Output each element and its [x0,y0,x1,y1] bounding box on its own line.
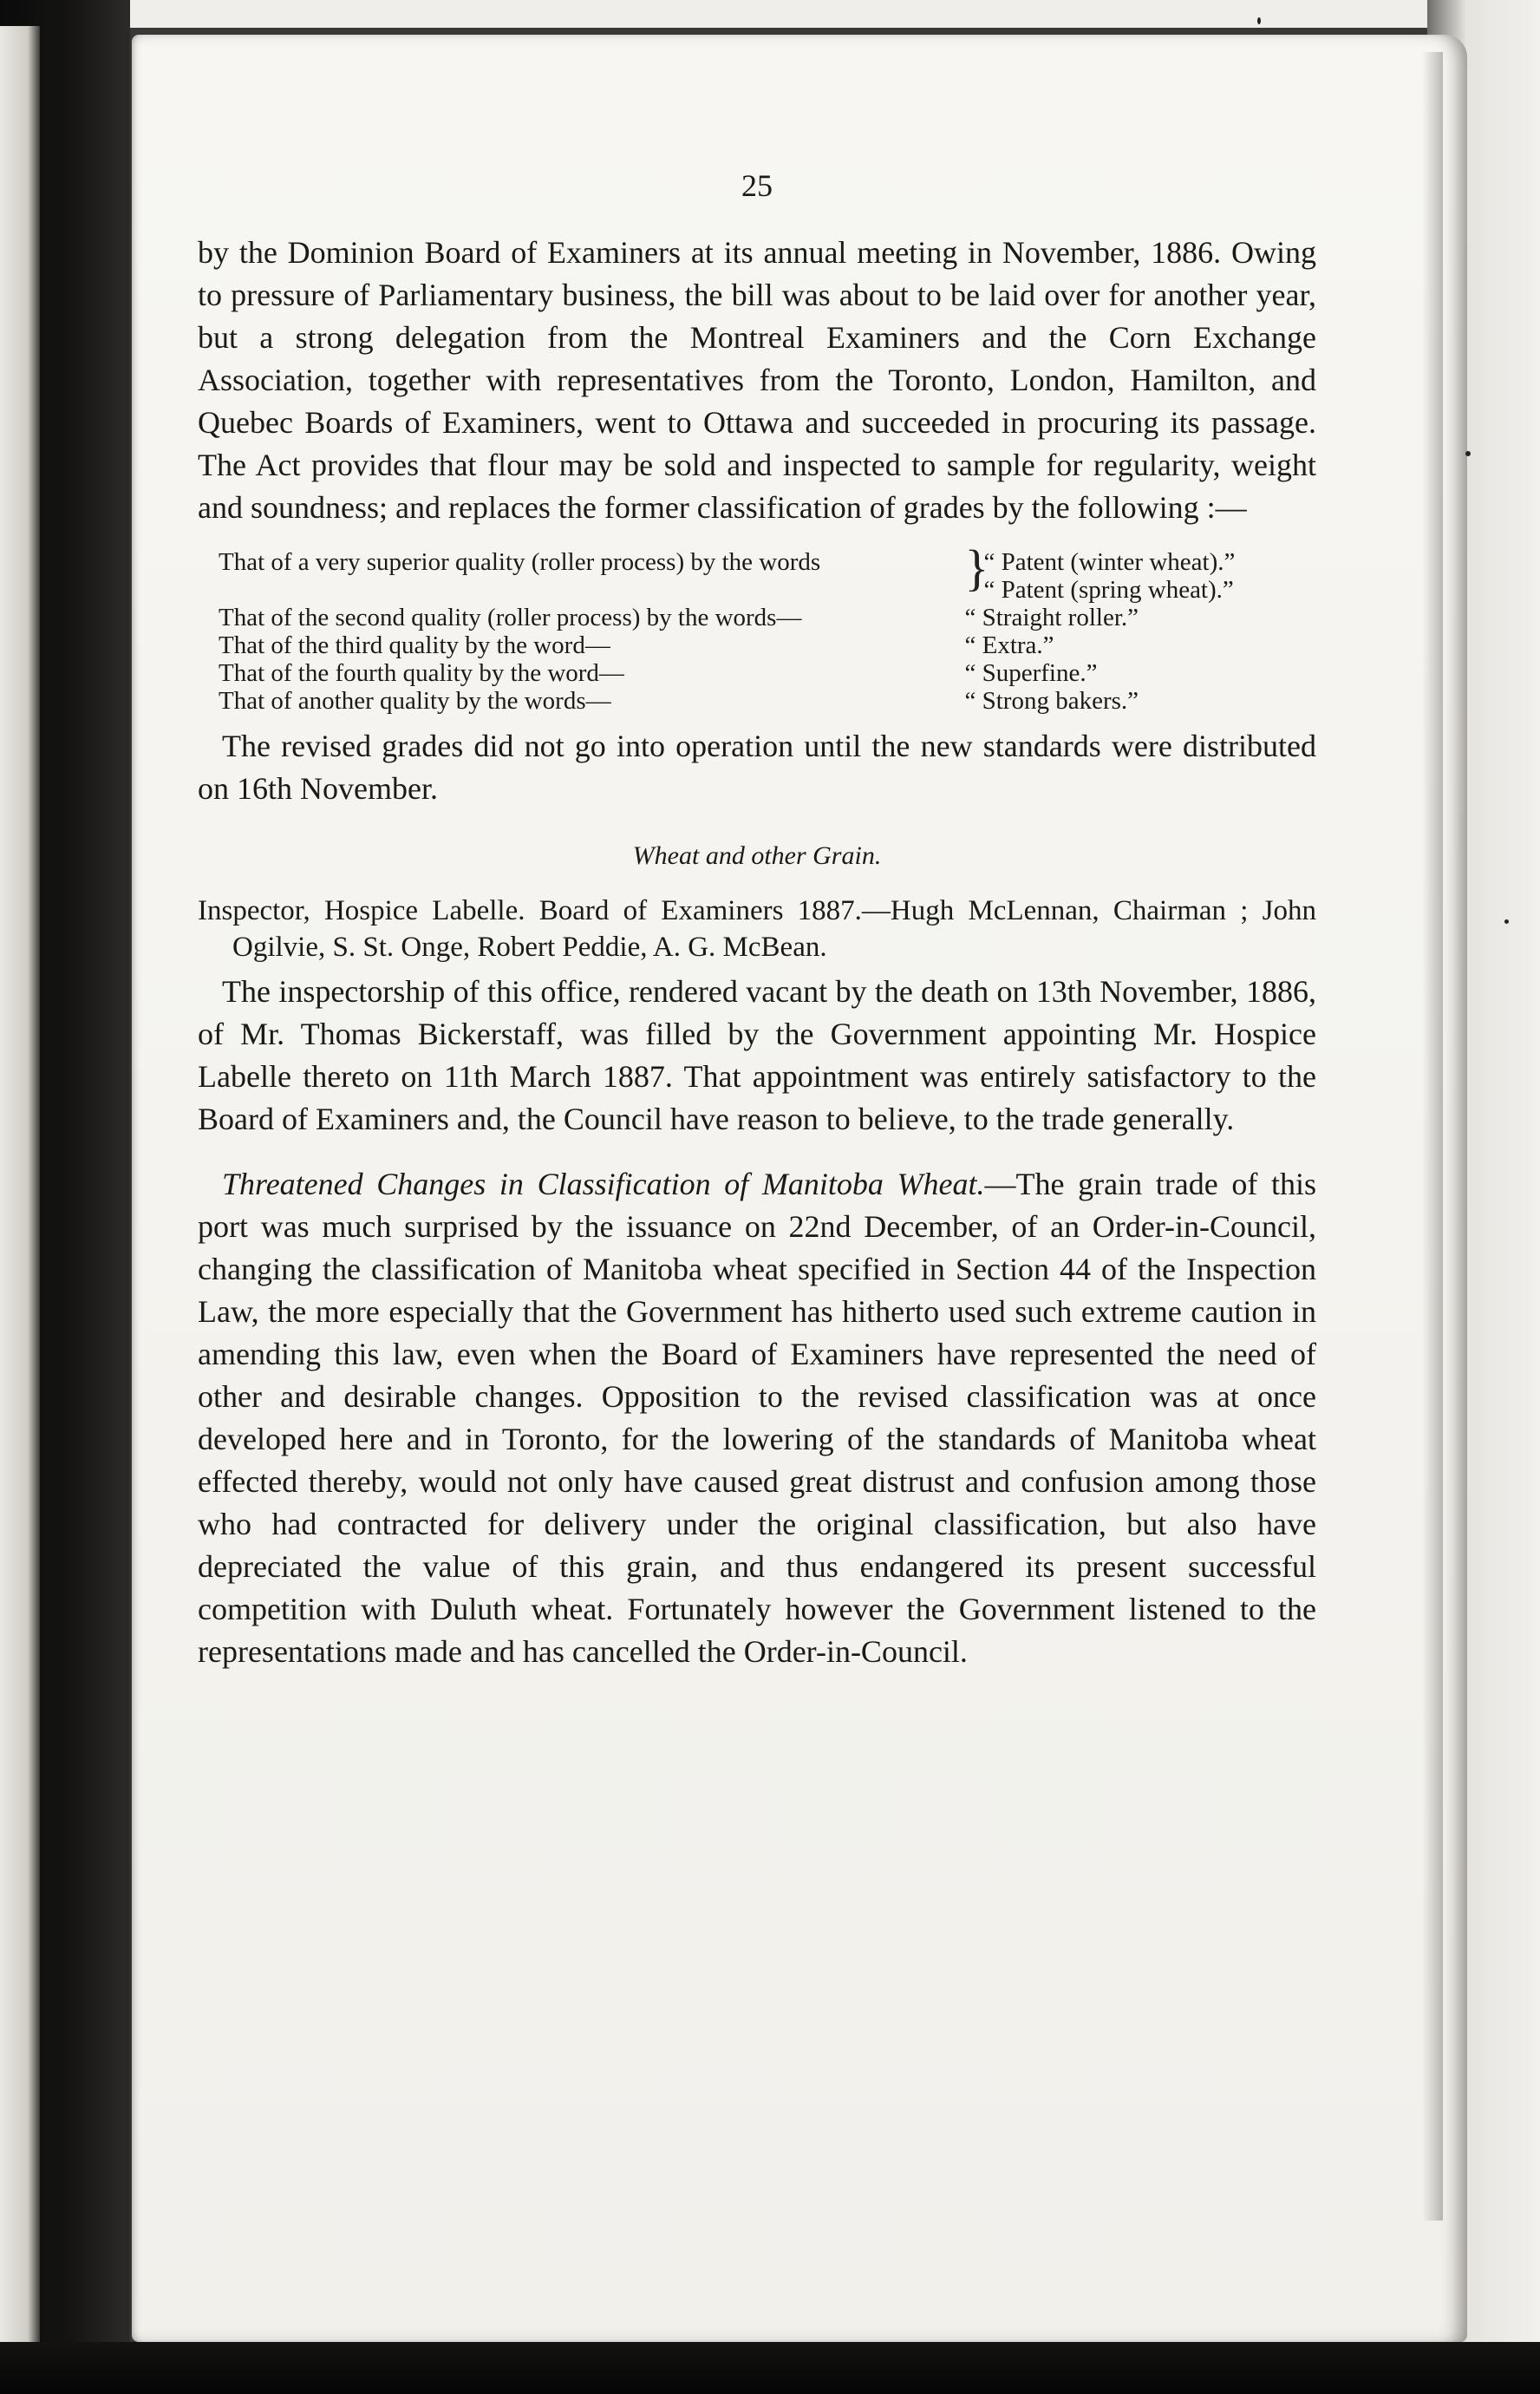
paragraph-gap [198,1141,1316,1163]
inspector-line: Inspector, Hospice Labelle. Board of Examiners 1887.—Hugh McLennan, Chairman ; John Ogilvie, S. St. Onge, Robert Peddie, A. G. McBean. [198,895,1316,963]
grade-description: That of the third quality by the word— [219,631,610,659]
grade-name: “ Straight roller.” [964,604,1139,631]
threatened-changes-heading: Threatened Changes in Classification of Manitoba Wheat. [222,1167,985,1201]
film-top-edge [0,0,1540,28]
grade-name: “ Strong bakers.” [964,687,1139,715]
intro-paragraph: by the Dominion Board of Examiners at its annual meeting in November, 1886. Owing to pressure of Parliamentary business, the bill was about to be laid over for another year, but a strong delegation from the Montreal Examiners and the Corn Exchange Association, together with representatives from the Toronto, London, Hamilton, and Quebec Boards of Examiners, went to Ottawa and succeeded in procuring its passage. The Act provides that flour may be sold and inspected to sample for regularity, weight and soundness; and replaces the former classification of grades by the following :— [198,235,1316,525]
grade-row [198,604,1316,631]
grade-row [198,540,1316,604]
grade-row [198,631,1316,659]
dust-speck [1465,451,1471,456]
previous-page-edge [0,26,40,2368]
revised-grades-paragraph: The revised grades did not go into operation until the new standards were distributed on 16th November. [198,729,1316,806]
grade-description: That of the fourth quality by the word— [219,659,624,687]
inspectorship-paragraph: The inspectorship of this office, rendered vacant by the death on 13th November, 1886, of Mr. Thomas Bickerstaff, was filled by the Government appointing Mr. Hospice Labelle thereto on 11th March 1887. That appointment was entirely satisfactory to the Board of Examiners and, the Council have reason to believe, to the trade generally. [198,974,1316,1136]
grade-description: That of a very superior quality (roller process) by the words [219,548,821,576]
grade-name: “ Extra.” [964,631,1054,659]
grade-row [198,687,1316,715]
dust-speck [1257,17,1261,24]
grade-description: That of the second quality (roller process) by the words— [219,604,802,631]
grade-name: “ Patent (spring wheat).” [983,576,1234,604]
page-fold-shadow [1422,52,1443,2221]
grade-name: “ Superfine.” [964,659,1098,687]
section-heading: Wheat and other Grain. [632,841,882,870]
film-bottom-edge [0,2342,1540,2394]
threatened-changes-paragraph [198,1163,1316,1673]
grade-names [964,540,1316,604]
grade-row [198,659,1316,687]
grade-name: “ Patent (winter wheat).” [983,548,1236,576]
threatened-changes-body: —The grain trade of this port was much surprised by the issuance on 22nd December, of an Order-in-Council, changing the classification of Manitoba wheat specified in Section 44 of the Inspection Law, the more especially that the Government has hitherto used such extreme caution in amending this law, even when the Board of Examiners have represented the need of other and desirable changes. Opposition to the revised classification was at once developed here and in Toronto, for the lowering of the standards of Manitoba wheat effected thereby, would not only have caused great distrust and confusion among those who had contracted for delivery under the original classification, but also have depreciated the value of this grain, and thus endangered its present successful competition with Duluth wheat. Fortunately however the Government listened to the representations made and has cancelled the Order-in-Council. [198,1167,1316,1669]
dust-speck [1504,919,1509,924]
grade-description: That of another quality by the words— [219,687,611,715]
page-number: 25 [741,168,773,203]
flour-grades-list [198,540,1316,715]
brace-symbol: } [964,540,989,596]
page-content [198,165,1316,1673]
